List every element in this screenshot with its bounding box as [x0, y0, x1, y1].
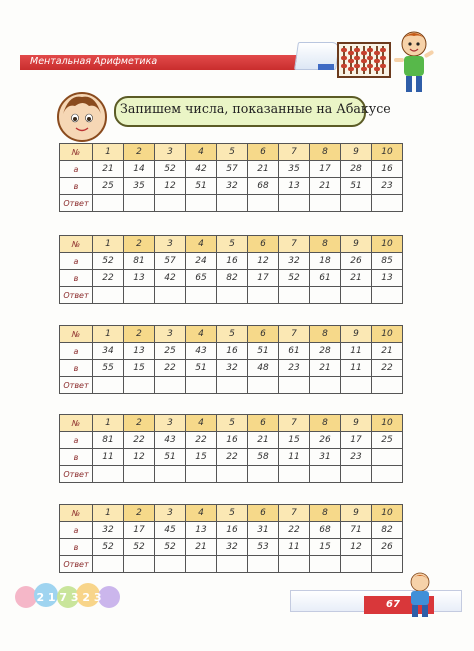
column-number: 2 [124, 415, 155, 432]
column-number: 2 [124, 236, 155, 253]
number-cell: 57 [155, 253, 186, 270]
answer-cell[interactable] [341, 466, 372, 483]
column-number: 1 [93, 236, 124, 253]
abacus-icon [337, 42, 391, 78]
answer-cell[interactable] [248, 287, 279, 304]
abacus-table [59, 235, 403, 304]
number-cell: 81 [93, 432, 124, 449]
number-cell: 71 [341, 522, 372, 539]
row-label: Ответ [60, 377, 93, 394]
column-number: 7 [279, 144, 310, 161]
number-cell: 25 [93, 178, 124, 195]
cartoon-boy-icon-footer [400, 570, 440, 620]
table-row [60, 449, 403, 466]
number-cell: 32 [93, 522, 124, 539]
table-row [60, 161, 403, 178]
abacus-bead [380, 48, 386, 52]
number-cell: 51 [186, 360, 217, 377]
column-number: 10 [372, 236, 403, 253]
answer-cell[interactable] [93, 556, 124, 573]
column-number: 6 [248, 236, 279, 253]
answer-cell[interactable] [248, 466, 279, 483]
number-cell: 21 [310, 178, 341, 195]
number-cell: 22 [372, 360, 403, 377]
answer-cell[interactable] [155, 377, 186, 394]
answer-cell[interactable] [155, 466, 186, 483]
number-cell: 13 [124, 270, 155, 287]
column-number: 7 [279, 326, 310, 343]
column-number: 4 [186, 505, 217, 522]
abacus-bead [341, 64, 347, 68]
answer-cell[interactable] [124, 556, 155, 573]
number-cell: 48 [248, 360, 279, 377]
abacus-bead [380, 64, 386, 68]
number-cell: 51 [341, 178, 372, 195]
number-cell: 21 [248, 432, 279, 449]
number-cell: 11 [341, 360, 372, 377]
number-balloons-icon [12, 575, 127, 620]
boy-face-icon [57, 92, 107, 142]
column-number: 5 [217, 505, 248, 522]
column-number: 8 [310, 415, 341, 432]
number-cell: 21 [248, 161, 279, 178]
answer-cell[interactable] [124, 195, 155, 212]
abacus-bead [348, 59, 354, 63]
number-cell: 52 [155, 161, 186, 178]
answer-cell[interactable] [217, 287, 248, 304]
column-number: 5 [217, 144, 248, 161]
abacus-bead [374, 51, 380, 55]
answer-cell[interactable] [279, 195, 310, 212]
abacus-bead [341, 56, 347, 60]
answer-cell[interactable] [372, 556, 403, 573]
answer-row [60, 466, 403, 483]
answer-cell[interactable] [93, 195, 124, 212]
answer-cell[interactable] [186, 377, 217, 394]
answer-cell[interactable] [279, 466, 310, 483]
row-label: № [60, 505, 93, 522]
table-row [60, 270, 403, 287]
row-label: а [60, 343, 93, 360]
number-cell: 23 [341, 449, 372, 466]
number-cell: 51 [155, 449, 186, 466]
answer-cell[interactable] [279, 287, 310, 304]
number-cell: 85 [372, 253, 403, 270]
answer-cell[interactable] [217, 377, 248, 394]
page-number: 67 [386, 599, 400, 610]
column-number: 5 [217, 326, 248, 343]
row-label: № [60, 236, 93, 253]
column-number: 10 [372, 326, 403, 343]
answer-cell[interactable] [124, 377, 155, 394]
number-cell: 68 [248, 178, 279, 195]
column-number: 6 [248, 505, 279, 522]
abacus-bead [361, 67, 367, 71]
number-cell: 31 [310, 449, 341, 466]
row-label: а [60, 522, 93, 539]
column-number: 8 [310, 326, 341, 343]
table-row [60, 539, 403, 556]
abacus-bead [361, 51, 367, 55]
number-cell: 35 [124, 178, 155, 195]
number-cell: 14 [124, 161, 155, 178]
row-label: в [60, 360, 93, 377]
column-number: 3 [155, 505, 186, 522]
answer-cell[interactable] [93, 377, 124, 394]
row-label: а [60, 432, 93, 449]
abacus-table [59, 143, 403, 212]
number-cell: 26 [310, 432, 341, 449]
answer-cell[interactable] [372, 466, 403, 483]
column-number: 9 [341, 144, 372, 161]
number-cell: 45 [155, 522, 186, 539]
answer-cell[interactable] [217, 556, 248, 573]
table-header-row [60, 505, 403, 522]
column-number: 7 [279, 236, 310, 253]
table-row [60, 360, 403, 377]
abacus-bead [374, 59, 380, 63]
row-label: в [60, 539, 93, 556]
number-cell: 26 [372, 539, 403, 556]
answer-cell[interactable] [279, 377, 310, 394]
number-cell: 22 [217, 449, 248, 466]
column-number: 8 [310, 505, 341, 522]
column-number: 9 [341, 505, 372, 522]
number-cell: 22 [279, 522, 310, 539]
answer-cell[interactable] [155, 556, 186, 573]
answer-cell[interactable] [310, 466, 341, 483]
number-cell: 17 [124, 522, 155, 539]
number-cell: 28 [310, 343, 341, 360]
answer-cell[interactable] [310, 377, 341, 394]
number-cell: 15 [279, 432, 310, 449]
abacus-bead [380, 56, 386, 60]
header-ribbon-accent [318, 64, 334, 70]
column-number: 1 [93, 144, 124, 161]
number-cell: 16 [217, 522, 248, 539]
answer-cell[interactable] [155, 195, 186, 212]
column-number: 7 [279, 415, 310, 432]
number-cell: 22 [155, 360, 186, 377]
number-cell: 53 [248, 539, 279, 556]
table-header-row [60, 415, 403, 432]
number-cell: 31 [248, 522, 279, 539]
number-cell: 11 [93, 449, 124, 466]
page-title: Запишем числа, показанные на Абакусе [120, 101, 391, 116]
number-cell: 52 [155, 539, 186, 556]
row-label: Ответ [60, 195, 93, 212]
answer-cell[interactable] [248, 195, 279, 212]
row-label: а [60, 253, 93, 270]
column-number: 3 [155, 144, 186, 161]
column-number: 6 [248, 144, 279, 161]
table-row [60, 253, 403, 270]
abacus-bead [341, 48, 347, 52]
number-cell: 12 [124, 449, 155, 466]
number-cell: 65 [186, 270, 217, 287]
number-cell: 11 [279, 539, 310, 556]
abacus-bead [367, 56, 373, 60]
abacus-bead [374, 67, 380, 71]
answer-cell[interactable] [186, 195, 217, 212]
answer-cell[interactable] [372, 377, 403, 394]
number-cell: 12 [341, 539, 372, 556]
number-cell: 21 [310, 360, 341, 377]
number-cell: 15 [310, 539, 341, 556]
row-label: Ответ [60, 466, 93, 483]
column-number: 10 [372, 505, 403, 522]
number-cell: 17 [341, 432, 372, 449]
answer-cell[interactable] [279, 556, 310, 573]
column-number: 4 [186, 236, 217, 253]
abacus-bead [348, 51, 354, 55]
number-cell: 82 [217, 270, 248, 287]
abacus-bead [354, 56, 360, 60]
abacus-table [59, 414, 403, 483]
number-cell: 22 [93, 270, 124, 287]
answer-cell[interactable] [186, 556, 217, 573]
column-number: 2 [124, 505, 155, 522]
row-label: в [60, 449, 93, 466]
number-cell: 12 [248, 253, 279, 270]
abacus-bead [354, 64, 360, 68]
column-number: 9 [341, 326, 372, 343]
abacus-bead [367, 48, 373, 52]
column-number: 3 [155, 415, 186, 432]
number-cell: 22 [186, 432, 217, 449]
answer-cell[interactable] [217, 195, 248, 212]
column-number: 4 [186, 415, 217, 432]
number-cell: 52 [93, 253, 124, 270]
answer-row [60, 556, 403, 573]
number-cell: 21 [341, 270, 372, 287]
answer-cell[interactable] [310, 287, 341, 304]
number-cell: 82 [372, 522, 403, 539]
number-cell: 24 [186, 253, 217, 270]
number-cell: 25 [155, 343, 186, 360]
number-cell: 43 [186, 343, 217, 360]
number-cell: 13 [279, 178, 310, 195]
column-number: 10 [372, 415, 403, 432]
number-cell: 28 [341, 161, 372, 178]
answer-cell[interactable] [93, 466, 124, 483]
answer-cell[interactable] [341, 556, 372, 573]
column-number: 1 [93, 505, 124, 522]
answer-cell[interactable] [341, 377, 372, 394]
answer-cell[interactable] [310, 195, 341, 212]
number-cell: 51 [186, 178, 217, 195]
table-header-row [60, 326, 403, 343]
answer-cell[interactable] [186, 287, 217, 304]
column-number: 1 [93, 415, 124, 432]
number-cell: 11 [279, 449, 310, 466]
number-cell: 61 [279, 343, 310, 360]
column-number: 10 [372, 144, 403, 161]
column-number: 2 [124, 326, 155, 343]
number-cell: 17 [248, 270, 279, 287]
number-cell: 13 [186, 522, 217, 539]
abacus-bead [361, 59, 367, 63]
column-number: 7 [279, 505, 310, 522]
abacus-bead [367, 64, 373, 68]
table-row [60, 432, 403, 449]
table-header-row [60, 236, 403, 253]
number-cell: 17 [310, 161, 341, 178]
number-cell: 35 [279, 161, 310, 178]
number-cell: 32 [279, 253, 310, 270]
number-cell: 61 [310, 270, 341, 287]
number-cell: 21 [93, 161, 124, 178]
answer-cell[interactable] [93, 287, 124, 304]
number-cell: 16 [372, 161, 403, 178]
number-cell: 21 [186, 539, 217, 556]
cartoon-boy-icon [391, 28, 437, 98]
abacus-table [59, 504, 403, 573]
answer-cell[interactable] [124, 466, 155, 483]
answer-row [60, 287, 403, 304]
number-cell: 42 [155, 270, 186, 287]
number-cell: 34 [93, 343, 124, 360]
number-cell: 26 [341, 253, 372, 270]
table-row [60, 178, 403, 195]
number-cell: 52 [124, 539, 155, 556]
number-cell: 25 [372, 432, 403, 449]
column-number: 1 [93, 326, 124, 343]
number-cell: 12 [155, 178, 186, 195]
number-cell: 16 [217, 432, 248, 449]
column-number: 4 [186, 326, 217, 343]
number-cell: 57 [217, 161, 248, 178]
answer-cell[interactable] [124, 287, 155, 304]
table-row [60, 343, 403, 360]
abacus-bead [348, 67, 354, 71]
answer-cell[interactable] [341, 287, 372, 304]
column-number: 9 [341, 236, 372, 253]
column-number: 6 [248, 326, 279, 343]
number-cell: 55 [93, 360, 124, 377]
number-cell: 23 [372, 178, 403, 195]
answer-cell[interactable] [372, 287, 403, 304]
number-cell: 58 [248, 449, 279, 466]
row-label: № [60, 326, 93, 343]
number-cell [372, 449, 403, 466]
number-cell: 22 [124, 432, 155, 449]
number-cell: 68 [310, 522, 341, 539]
number-cell: 15 [186, 449, 217, 466]
answer-row [60, 377, 403, 394]
answer-row [60, 195, 403, 212]
number-cell: 23 [279, 360, 310, 377]
row-label: № [60, 144, 93, 161]
row-label: в [60, 178, 93, 195]
number-cell: 16 [217, 343, 248, 360]
balloon-digits: 2 1 7 3 2 3 [36, 591, 102, 604]
column-number: 8 [310, 144, 341, 161]
table-header-row [60, 144, 403, 161]
abacus-bead [354, 48, 360, 52]
number-cell: 52 [93, 539, 124, 556]
answer-cell[interactable] [310, 556, 341, 573]
answer-cell[interactable] [155, 287, 186, 304]
column-number: 3 [155, 236, 186, 253]
answer-cell[interactable] [186, 466, 217, 483]
answer-cell[interactable] [248, 556, 279, 573]
row-label: Ответ [60, 556, 93, 573]
header-ribbon-label: Ментальная Арифметика [30, 56, 158, 67]
number-cell: 52 [279, 270, 310, 287]
number-cell: 13 [124, 343, 155, 360]
number-cell: 51 [248, 343, 279, 360]
number-cell: 21 [372, 343, 403, 360]
number-cell: 32 [217, 360, 248, 377]
abacus-table [59, 325, 403, 394]
column-number: 5 [217, 236, 248, 253]
column-number: 4 [186, 144, 217, 161]
column-number: 6 [248, 415, 279, 432]
row-label: № [60, 415, 93, 432]
column-number: 9 [341, 415, 372, 432]
column-number: 2 [124, 144, 155, 161]
number-cell: 16 [217, 253, 248, 270]
number-cell: 42 [186, 161, 217, 178]
column-number: 8 [310, 236, 341, 253]
number-cell: 32 [217, 539, 248, 556]
row-label: в [60, 270, 93, 287]
table-row [60, 522, 403, 539]
number-cell: 13 [372, 270, 403, 287]
column-number: 3 [155, 326, 186, 343]
number-cell: 15 [124, 360, 155, 377]
answer-cell[interactable] [248, 377, 279, 394]
answer-cell[interactable] [341, 195, 372, 212]
number-cell: 32 [217, 178, 248, 195]
number-cell: 43 [155, 432, 186, 449]
answer-cell[interactable] [372, 195, 403, 212]
row-label: Ответ [60, 287, 93, 304]
answer-cell[interactable] [217, 466, 248, 483]
number-cell: 11 [341, 343, 372, 360]
column-number: 5 [217, 415, 248, 432]
row-label: а [60, 161, 93, 178]
number-cell: 18 [310, 253, 341, 270]
number-cell: 81 [124, 253, 155, 270]
